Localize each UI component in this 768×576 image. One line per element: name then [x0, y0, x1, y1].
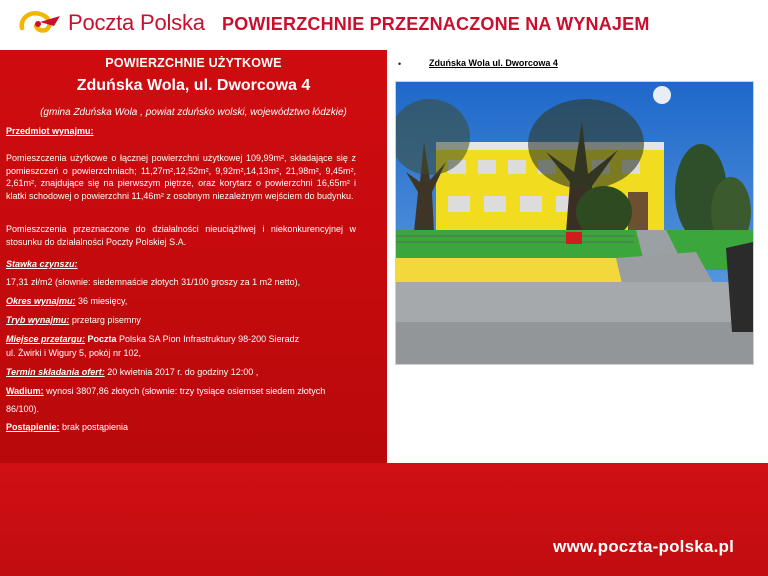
place-value: Polska SA Pion Infrastruktury 98-200 Sieradz — [116, 334, 300, 344]
step-value: brak postąpienia — [59, 422, 129, 432]
bullet-icon: • — [398, 59, 402, 69]
deadline-value: 20 kwietnia 2017 r. do godziny 12:00 , — [104, 367, 259, 377]
place-row — [6, 333, 356, 346]
period-label: Okres wynajmu: — [6, 296, 76, 306]
place-bold: Poczta — [85, 334, 117, 344]
location-heading: Zduńska Wola, ul. Dworcowa 4 — [76, 77, 311, 94]
deposit-value: wynosi 3807,86 złotych (słownie: trzy tysiące osiemset siedem złotych — [43, 386, 326, 396]
logo-text: Poczta Polska — [68, 10, 205, 35]
subject-label-row — [6, 125, 356, 138]
rate-value: 17,31 zł/m2 (słownie: siedemnaście złotych 31/100 groszy za 1 m2 netto), — [6, 277, 301, 287]
period-value: 36 miesięcy, — [75, 296, 128, 306]
deposit-value-continued: 86/100). — [6, 404, 40, 414]
place-label: Miejsce przetargu: — [6, 334, 86, 344]
step-row — [6, 421, 356, 434]
period-row — [6, 295, 356, 308]
header — [0, 0, 768, 50]
deposit-label: Wadium: — [6, 386, 44, 396]
step-label: Postąpienie: — [6, 422, 60, 432]
building-photo — [395, 81, 754, 365]
mode-label: Tryb wynajmu: — [6, 315, 70, 325]
deposit-row — [6, 385, 356, 398]
subject-description: Pomieszczenia użytkowe o łącznej powierzchni użytkowej 109,99m², składające się z pomieszczeń o powierzchniach; 11,27m²,12,52m², 9,92m²,14,13m², 21,98m², 9,45m², 2,61m², znajdujące się na pierwszym piętrze, oraz korytarz o powierzchni 16,65m² i klatki schodowej o powierzchni 11,46m² z osobnym niezależnym wejściem do budynku. — [6, 153, 356, 201]
rate-label-row — [6, 258, 356, 271]
deadline-label: Termin składania ofert: — [6, 367, 105, 377]
section-title: POWIERZCHNIE UŻYTKOWE — [105, 56, 282, 70]
offer-details-panel — [0, 50, 387, 463]
footer-url[interactable]: www.poczta-polska.pl — [553, 537, 734, 556]
property-link[interactable]: Zduńska Wola ul. Dworcowa 4 — [429, 58, 558, 68]
purpose-description: Pomieszczenia przeznaczone do działalności nieuciążliwej i niekonkurencyjnej w stosunku do działalności Poczty Polskiej S.A. — [6, 224, 356, 247]
subject-label: Przedmiot wynajmu: — [6, 126, 94, 136]
rate-label: Stawka czynszu: — [6, 259, 78, 269]
mode-row — [6, 314, 356, 327]
poczta-polska-logo — [18, 8, 205, 38]
deadline-row — [6, 366, 356, 379]
posthorn-icon — [18, 8, 62, 38]
page-title: POWIERZCHNIE PRZEZNACZONE NA WYNAJEM — [222, 14, 650, 34]
mode-value: przetarg pisemny — [69, 315, 141, 325]
place-address: ul. Żwirki i Wigury 5, pokój nr 102, — [6, 348, 142, 358]
footer-band — [0, 463, 768, 576]
administrative-area: (gmina Zduńska Wola , powiat zduńsko wolski, województwo łódzkie) — [40, 107, 347, 118]
